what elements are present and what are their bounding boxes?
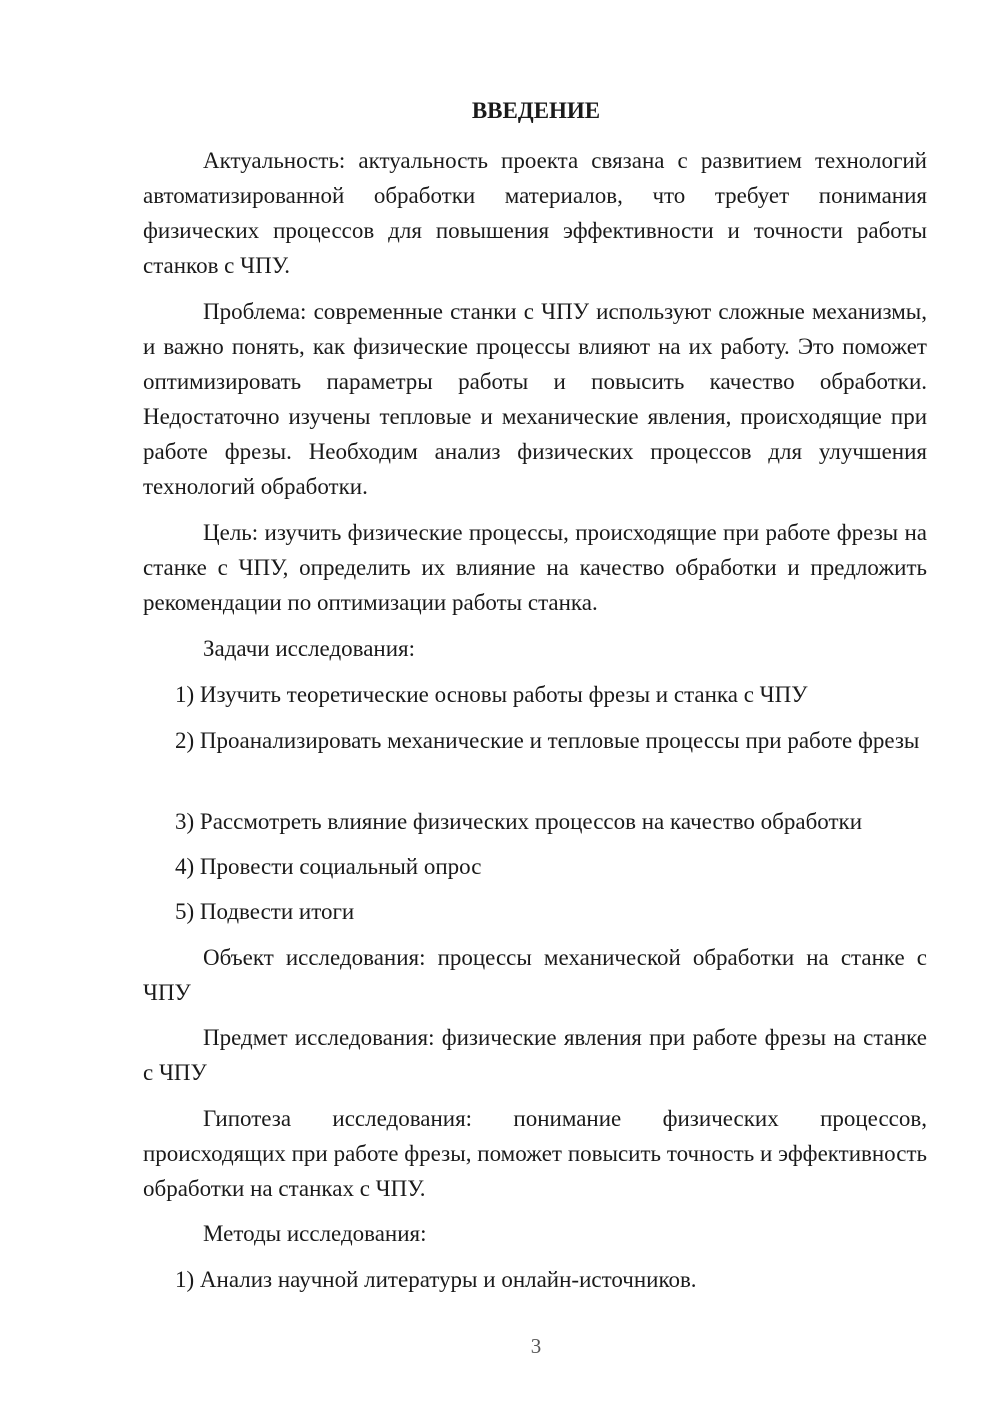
task-item-1: 1) Изучить теоретические основы работы фрезы и станка с ЧПУ — [175, 682, 808, 707]
task-item-4: 4) Провести социальный опрос — [175, 854, 482, 879]
task-item-3: 3) Рассмотреть влияние физических процессов на качество обработки — [175, 809, 863, 834]
task-item-2: 2) Проанализировать механические и тепловые процессы при работе фрезы — [175, 728, 920, 753]
paragraph-problem: Проблема: современные станки с ЧПУ используют сложные механизмы, и важно понять, как физические процессы влияют на их работу. Это поможет оптимизировать параметры работы и повысить качество обработки. Недостаточно изучены тепловые и механические явления, происходящие при работе фрезы. Необходим анализ физических процессов для улучшения технологий обработки. — [143, 299, 927, 499]
page-number: 3 — [530, 1334, 542, 1358]
page-title: ВВЕДЕНИЕ — [471, 98, 601, 123]
paragraph-subject: Предмет исследования: физические явления при работе фрезы на станке с ЧПУ — [143, 1025, 927, 1085]
method-item-1: 1) Анализ научной литературы и онлайн-источников. — [175, 1267, 697, 1292]
task-item-5: 5) Подвести итоги — [175, 899, 355, 924]
paragraph-goal: Цель: изучить физические процессы, происходящие при работе фрезы на станке с ЧПУ, определить их влияние на качество обработки и предложить рекомендации по оптимизации работы станка. — [143, 520, 927, 615]
tasks-heading: Задачи исследования: — [203, 636, 416, 661]
paragraph-relevance: Актуальность: актуальность проекта связана с развитием технологий автоматизированной обработки материалов, что требует понимания физических процессов для повышения эффективности и точности работы станков с ЧПУ. — [143, 148, 927, 278]
paragraph-hypothesis: Гипотеза исследования: понимание физических процессов, происходящих при работе фрезы, поможет повысить точность и эффективность обработки на станках с ЧПУ. — [143, 1106, 927, 1201]
paragraph-object: Объект исследования: процессы механической обработки на станке с ЧПУ — [143, 945, 927, 1005]
methods-heading: Методы исследования: — [203, 1221, 427, 1246]
